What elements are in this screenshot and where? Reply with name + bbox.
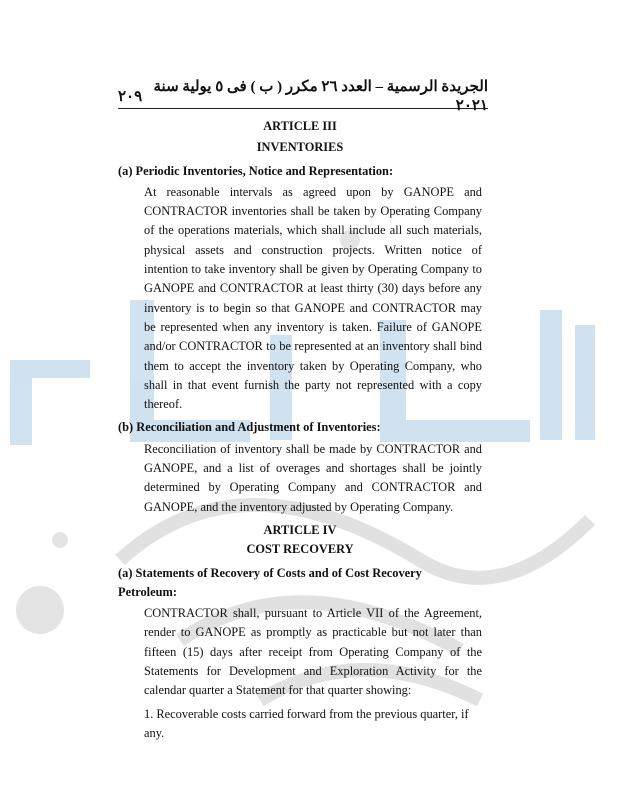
article-iv-subtitle: COST RECOVERY xyxy=(246,542,354,557)
page-number: ٢٠٩ xyxy=(118,88,143,105)
gazette-line: الجريدة الرسمية – العدد ٢٦ مكرر ( ب ) فى ٥ يولية سنة ٢٠٢١ xyxy=(153,79,488,114)
cost-section-a-text: CONTRACTOR shall, pursuant to Article VII of the Agreement, render to GANOPE as promptly as practicable but not later than fifteen (15) days after receipt from Operating Company of the Statements for Development and Exploration Activity for the calendar quarter a Statement for that quarter showing: xyxy=(144,606,482,698)
article-iv-title: ARTICLE IV xyxy=(263,522,337,537)
section-a-text: At reasonable intervals as agreed upon by GANOPE and CONTRACTOR inventories shall be taken by Operating Company of the operations materials, which shall include all such materials, physical assets and construction projects. Written notice of intention to take inventory shall be given by Operating Company to GANOPE and CONTRACTOR at least thirty (30) days before any inventory is to begin so that GANOPE and CONTRACTOR may be represented when any inventory is taken. Failure of GANOPE and/or CONTRACTOR to be represented at an inventory shall bind them to accept the inventory taken by Operating Company, who shall in that event furnish the party not represented with a copy thereof. xyxy=(144,184,482,412)
list-item: 1. Recoverable costs carried forward from the previous quarter, if any. xyxy=(144,706,469,740)
cost-section-a-heading: (a) Statements of Recovery of Costs and of Cost Recovery Petroleum: xyxy=(118,565,422,599)
page-header xyxy=(118,79,488,114)
article-iii-subtitle: INVENTORIES xyxy=(256,140,344,155)
section-b-heading: (b) Reconciliation and Adjustment of Inventories: xyxy=(118,420,381,435)
section-b-text: Reconciliation of inventory shall be made by CONTRACTOR and GANOPE, and a list of overages and shortages shall be jointly determined by Operating Company and CONTRACTOR and GANOPE, and the inventory adjusted by Operating Company. xyxy=(144,441,482,514)
section-a-heading: (a) Periodic Inventories, Notice and Representation: xyxy=(118,163,394,178)
header-rule xyxy=(118,108,488,109)
document-body xyxy=(118,117,482,743)
article-iii-title: ARTICLE III xyxy=(263,119,337,133)
